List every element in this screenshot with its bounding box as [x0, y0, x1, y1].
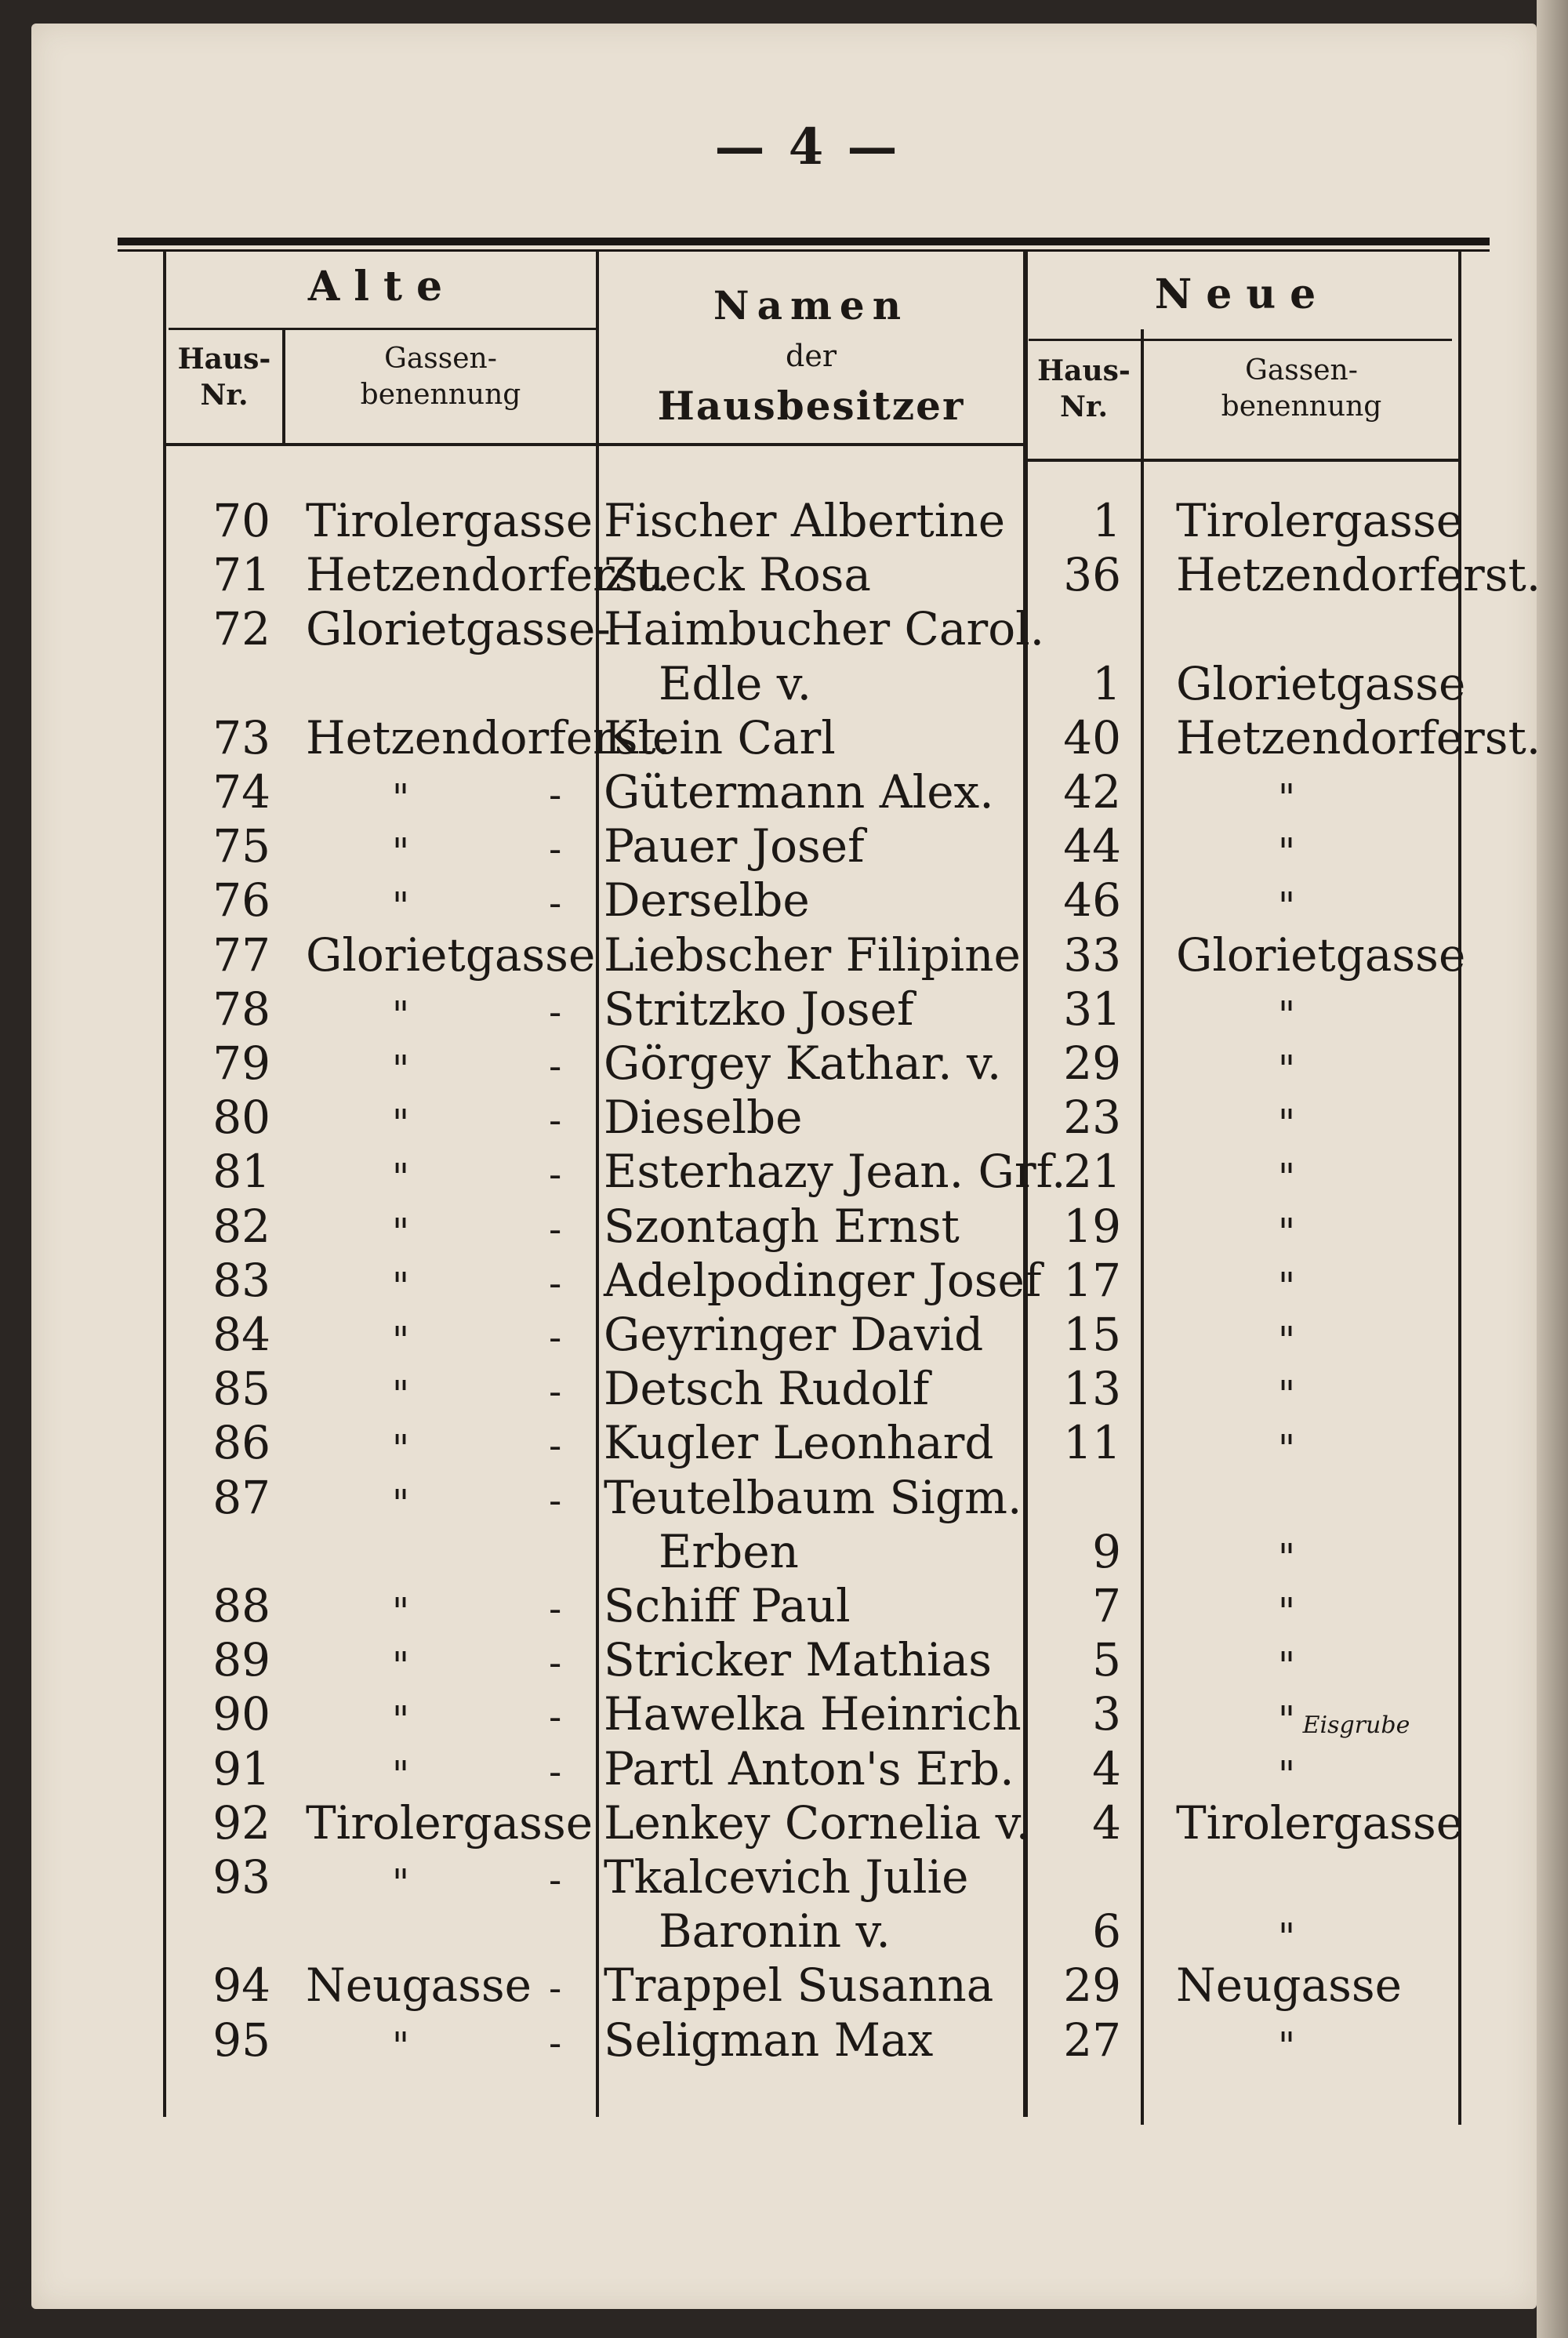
row-old-house-no: 92: [212, 1795, 270, 1850]
row-owner-name: Liebscher Filipine: [604, 928, 1021, 982]
row-new-house-no: 9: [1092, 1524, 1121, 1578]
row-ditto-dash: -: [549, 1478, 562, 1523]
row-ditto-dash: -: [549, 1207, 562, 1251]
row-new-house-no: 1: [1092, 494, 1121, 547]
row-new-house-no: 42: [1063, 765, 1121, 819]
row-new-street: ": [1278, 776, 1296, 820]
row-old-house-no: 79: [212, 1036, 270, 1090]
row-old-street: ": [392, 1752, 410, 1797]
row-old-house-no: 86: [212, 1416, 270, 1470]
row-owner-name: Baronin v.: [659, 1904, 891, 1959]
row-new-street: ": [1278, 1535, 1296, 1580]
row-old-house-no: 82: [212, 1199, 270, 1253]
row-new-house-no: 3: [1092, 1687, 1121, 1741]
row-new-house-no: 19: [1063, 1199, 1121, 1253]
row-new-street: ": [1278, 1156, 1296, 1200]
header-names-owner: Hausbesitzer: [657, 383, 965, 429]
row-old-street: Tirolergasse: [306, 1795, 593, 1850]
row-ditto-dash: -: [549, 1044, 562, 1088]
header-old-street-line1: Gassen-: [384, 343, 497, 375]
row-old-house-no: 73: [212, 710, 270, 764]
row-new-house-no: 31: [1063, 982, 1121, 1036]
row-new-house-no: 36: [1063, 548, 1121, 602]
row-new-street: [1278, 1698, 1410, 1742]
row-ditto-dash: -: [549, 1370, 562, 1414]
row-new-house-no: 23: [1063, 1091, 1121, 1145]
row-new-street: ": [1278, 1752, 1296, 1797]
row-ditto-dash: -: [549, 1641, 562, 1686]
row-old-house-no: 78: [212, 982, 270, 1036]
row-new-street: ": [1278, 1102, 1296, 1146]
row-ditto-dash: -: [549, 1858, 562, 1902]
row-old-house-no: 84: [212, 1308, 270, 1361]
row-owner-name: Klein Carl: [604, 710, 836, 764]
row-ditto-dash: -: [549, 881, 562, 926]
row-new-street: ": [1278, 1915, 1296, 1960]
column-divider-new: [1141, 329, 1144, 2125]
row-old-house-no: 71: [212, 548, 270, 602]
row-owner-name: Geyringer David: [604, 1308, 984, 1361]
row-new-house-no: 4: [1092, 1741, 1121, 1795]
row-old-house-no: 80: [212, 1091, 270, 1145]
table-border-left: [163, 251, 166, 2117]
row-old-street: ": [392, 1047, 410, 1091]
row-old-house-no: 70: [212, 494, 270, 547]
row-owner-name: Detsch Rudolf: [604, 1362, 930, 1416]
row-owner-name: Esterhazy Jean. Grf.: [604, 1145, 1066, 1199]
column-divider-names-left: [596, 251, 599, 2117]
row-new-street: ": [1278, 1210, 1296, 1254]
row-new-street: ": [1278, 884, 1296, 929]
row-old-street: Neugasse: [306, 1959, 532, 2013]
row-old-house-no: 74: [212, 765, 270, 819]
row-ditto-dash: -: [549, 1966, 562, 2011]
row-old-house-no: 75: [212, 819, 270, 873]
row-new-street: ": [1278, 1373, 1296, 1418]
row-new-street: Hetzendorferst.: [1176, 548, 1541, 602]
row-old-house-no: 72: [212, 602, 270, 656]
row-new-house-no: 7: [1092, 1579, 1121, 1632]
row-owner-name: Dieselbe: [604, 1091, 803, 1145]
row-ditto-dash: -: [549, 2020, 562, 2065]
row-old-street: ": [392, 1319, 410, 1363]
row-new-house-no: 5: [1092, 1633, 1121, 1687]
row-old-street: ": [392, 1373, 410, 1418]
header-new-street-line1: Gassen-: [1245, 354, 1358, 387]
header-bottom-rule-right: [1023, 459, 1458, 462]
row-new-house-no: 46: [1063, 873, 1121, 928]
row-old-street: ": [392, 2024, 410, 2068]
top-rule-thick: [118, 238, 1490, 245]
row-old-street: ": [392, 1861, 410, 1905]
header-old-street: [285, 341, 596, 413]
row-new-house-no: 44: [1063, 819, 1121, 873]
header-rule-old: [169, 328, 596, 330]
row-new-street: Tirolergasse: [1176, 1795, 1464, 1850]
header-rule-new: [1029, 339, 1452, 341]
row-owner-name: Partl Anton's Erb.: [604, 1741, 1014, 1795]
row-new-street: Glorietgasse: [1176, 928, 1466, 982]
row-old-house-no: 93: [212, 1850, 270, 1904]
row-old-house-no: 90: [212, 1687, 270, 1741]
row-new-street: ": [1278, 1427, 1296, 1472]
row-ditto-dash: -: [549, 1424, 562, 1469]
row-new-street: ": [1278, 1264, 1296, 1309]
row-owner-name: Stritzko Josef: [604, 982, 914, 1036]
row-old-street: ": [392, 1156, 410, 1200]
header-old-group: Alte: [307, 263, 457, 310]
row-old-street: ": [392, 1427, 410, 1472]
row-old-street: ": [392, 1264, 410, 1309]
row-new-street: ": [1278, 1047, 1296, 1091]
row-owner-name: Szontagh Ernst: [604, 1199, 960, 1253]
row-old-street: Tirolergasse: [306, 494, 593, 547]
row-owner-name: Hawelka Heinrich: [604, 1687, 1022, 1741]
row-old-street: ": [392, 1644, 410, 1689]
row-ditto-dash: -: [549, 1261, 562, 1305]
row-old-street: Glorietgasse-: [306, 602, 611, 656]
row-ditto-dash: -: [549, 989, 562, 1034]
row-owner-name: Teutelbaum Sigm.: [604, 1470, 1022, 1524]
row-new-street: ": [1278, 993, 1296, 1037]
row-old-street: ": [392, 1481, 410, 1526]
row-new-house-no: 29: [1063, 1036, 1121, 1090]
row-new-street-note: Eisgrube: [1295, 1712, 1410, 1740]
row-new-house-no: 21: [1063, 1145, 1121, 1199]
row-old-street: ": [392, 776, 410, 820]
row-owner-name: Fischer Albertine: [604, 494, 1006, 547]
row-new-street: ": [1278, 1644, 1296, 1689]
row-new-street: ": [1278, 830, 1296, 875]
row-old-street: Glorietgasse: [306, 928, 596, 982]
row-old-house-no: 89: [212, 1633, 270, 1687]
row-new-street: ": [1278, 2024, 1296, 2068]
row-old-house-no: 85: [212, 1362, 270, 1416]
row-new-house-no: 33: [1063, 928, 1121, 982]
header-new-street: [1145, 353, 1458, 425]
row-old-street: ": [392, 1698, 410, 1743]
row-new-house-no: 15: [1063, 1308, 1121, 1361]
row-old-street: ": [392, 1102, 410, 1146]
row-owner-name: Tkalcevich Julie: [604, 1850, 969, 1904]
row-old-street: ": [392, 993, 410, 1037]
row-new-house-no: 1: [1092, 656, 1121, 710]
row-owner-name: Adelpodinger Josef: [604, 1253, 1042, 1307]
header-old-house-no-line2: Nr.: [200, 379, 249, 412]
row-new-house-no: 40: [1063, 710, 1121, 764]
row-new-street: ": [1278, 1319, 1296, 1363]
row-old-house-no: 94: [212, 1959, 270, 2013]
header-old-street-line2: benennung: [360, 379, 521, 411]
row-new-house-no: 11: [1063, 1416, 1121, 1470]
row-ditto-dash: -: [549, 773, 562, 817]
row-owner-name: Schiff Paul: [604, 1579, 851, 1632]
row-new-house-no: 4: [1092, 1795, 1121, 1850]
header-new-house-no-line2: Nr.: [1059, 390, 1109, 423]
row-old-house-no: 81: [212, 1145, 270, 1199]
row-old-house-no: 95: [212, 2013, 270, 2067]
header-new-group: Neue: [1154, 270, 1330, 318]
header-old-house-no-line1: Haus-: [177, 343, 271, 376]
row-old-house-no: 76: [212, 873, 270, 928]
row-ditto-dash: -: [549, 827, 562, 872]
row-new-street: Neugasse: [1176, 1959, 1402, 2013]
row-old-street: Hetzendorferst.: [306, 710, 671, 764]
row-owner-name: Erben: [659, 1524, 799, 1578]
row-old-house-no: 77: [212, 928, 270, 982]
row-owner-name: Edle v.: [659, 656, 812, 710]
row-new-street: ": [1278, 1590, 1296, 1634]
row-new-street: Tirolergasse: [1176, 494, 1464, 547]
row-ditto-dash: -: [549, 1316, 562, 1360]
row-new-house-no: 13: [1063, 1362, 1121, 1416]
page-number: — 4 —: [714, 118, 901, 176]
row-owner-name: Görgey Kathar. v.: [604, 1036, 1002, 1090]
row-owner-name: Seligman Max: [604, 2013, 934, 2067]
header-new-house-no-line1: Haus-: [1037, 354, 1131, 387]
row-old-house-no: 87: [212, 1470, 270, 1524]
row-owner-name: Zueck Rosa: [604, 548, 871, 602]
row-owner-name: Pauer Josef: [604, 819, 865, 873]
row-ditto-dash: -: [549, 1695, 562, 1740]
header-new-street-line2: benennung: [1221, 390, 1382, 423]
row-owner-name: Stricker Mathias: [604, 1633, 992, 1687]
row-new-street: Glorietgasse: [1176, 656, 1466, 710]
row-old-street: Hetzendorferst.: [306, 548, 671, 602]
row-new-house-no: 27: [1063, 2013, 1121, 2067]
header-new-house-no: [1027, 353, 1141, 425]
row-ditto-dash: -: [549, 1587, 562, 1631]
top-rule-thin: [118, 249, 1490, 252]
row-ditto-dash: -: [549, 1098, 562, 1143]
book-binding-edge: [1537, 0, 1568, 2338]
row-old-house-no: 83: [212, 1253, 270, 1307]
header-names-main: Namen: [713, 282, 909, 329]
row-owner-name: Derselbe: [604, 873, 810, 928]
row-new-street-ditto: ": [1278, 1698, 1296, 1743]
row-old-house-no: 91: [212, 1741, 270, 1795]
row-owner-name: Kugler Leonhard: [604, 1416, 994, 1470]
row-owner-name: Haimbucher Carol.: [604, 602, 1045, 656]
row-new-street: Hetzendorferst.: [1176, 710, 1541, 764]
row-old-street: ": [392, 884, 410, 929]
row-ditto-dash: -: [549, 1153, 562, 1197]
row-owner-name: Lenkey Cornelia v.: [604, 1795, 1031, 1850]
row-owner-name: Trappel Susanna: [604, 1959, 994, 2013]
row-owner-name: Gütermann Alex.: [604, 765, 994, 819]
row-new-house-no: 6: [1092, 1904, 1121, 1959]
row-ditto-dash: -: [549, 1749, 562, 1794]
row-old-street: ": [392, 830, 410, 875]
row-old-street: ": [392, 1590, 410, 1634]
header-bottom-rule-left: [163, 443, 1025, 446]
header-names-der: der: [786, 339, 837, 373]
row-new-house-no: 29: [1063, 1959, 1121, 2013]
row-old-street: ": [392, 1210, 410, 1254]
row-old-house-no: 88: [212, 1579, 270, 1632]
row-new-house-no: 17: [1063, 1253, 1121, 1307]
header-old-house-no: [166, 341, 282, 413]
